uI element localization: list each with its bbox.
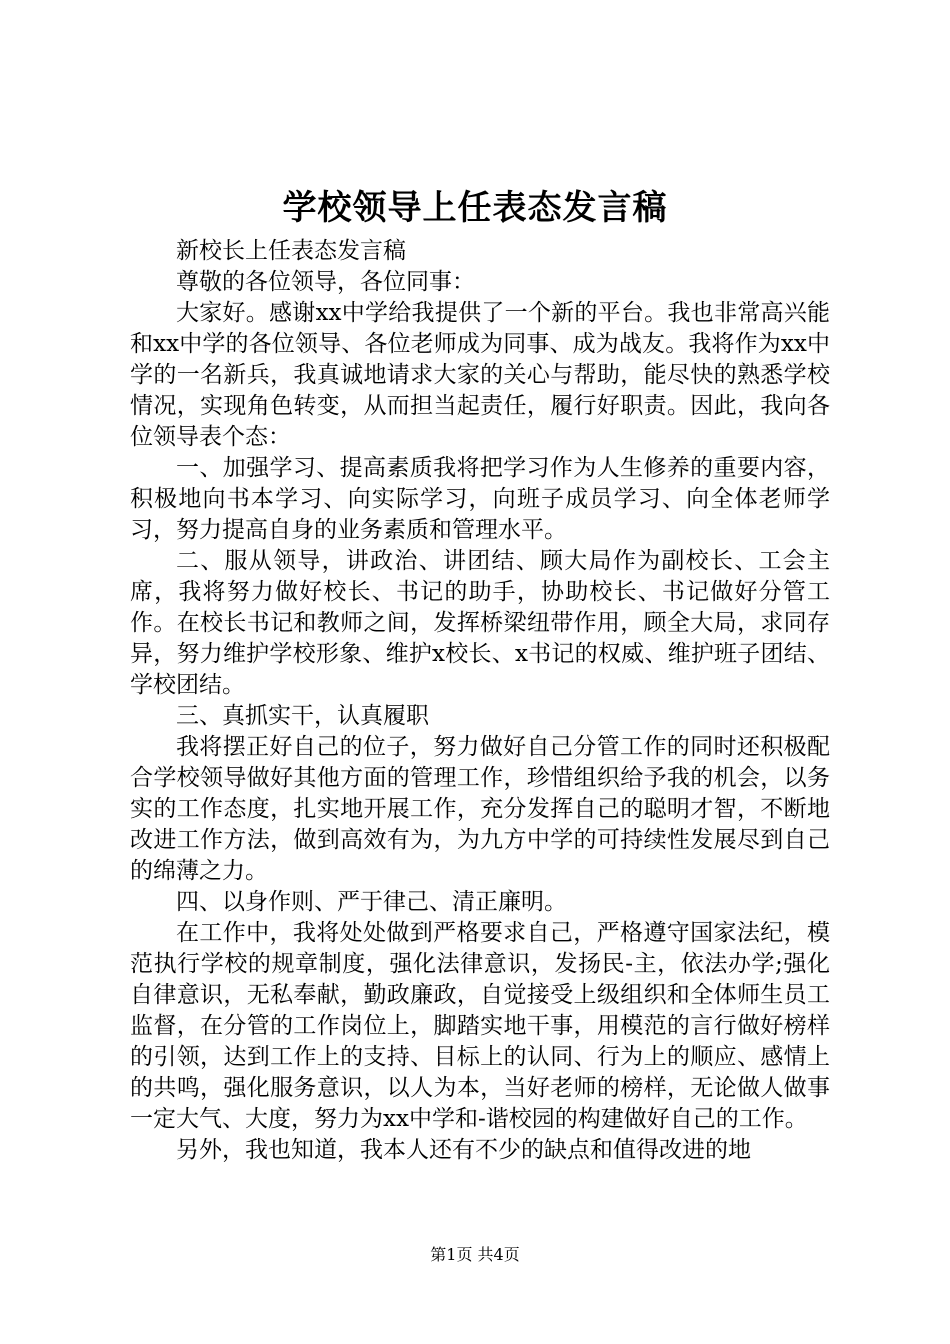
paragraph-closing: 另外，我也知道，我本人还有不少的缺点和值得改进的地 — [176, 1137, 751, 1163]
heading-point-four: 四、以身作则、严于律己、清正廉明。 — [176, 889, 567, 915]
document-body — [130, 236, 830, 1166]
paragraph-greeting: 大家好。感谢xx中学给我提供了一个新的平台。我也非常高兴能和xx中学的各位领导、各位老师成为同事、成为战友。我将作为xx中学的一名新兵，我真诚地请求大家的关心与帮助，能尽快的熟悉学校情况，实现角色转变，从而担当起责任，履行好职责。因此，我向各位领导表个态： — [130, 300, 830, 450]
paragraph-point-four: 在工作中，我将处处做到严格要求自己，严格遵守国家法纪，模范执行学校的规章制度，强化法律意识，发扬民-主，依法办学;强化自律意识，无私奉献，勤政廉政，自觉接受上级组织和全体师生员工监督，在分管的工作岗位上，脚踏实地干事，用模范的言行做好榜样的引领，达到工作上的支持、目标上的认同、行为上的顺应、感情上的共鸣，强化服务意识，以人为本，当好老师的榜样，无论做人做事一定大气、大度，努力为xx中学和-谐校园的构建做好自己的工作。 — [130, 920, 830, 1132]
paragraph-subtitle: 新校长上任表态发言稿 — [176, 238, 406, 264]
heading-point-three: 三、真抓实干，认真履职 — [176, 703, 429, 729]
document-title: 学校领导上任表态发言稿 — [282, 188, 668, 228]
page-footer: 第1页 共4页 — [430, 1245, 520, 1264]
paragraph-salutation: 尊敬的各位领导，各位同事： — [176, 269, 475, 295]
paragraph-point-three: 我将摆正好自己的位子，努力做好自己分管工作的同时还积极配合学校领导做好其他方面的管理工作，珍惜组织给予我的机会，以务实的工作态度，扎实地开展工作，充分发挥自己的聪明才智，不断地改进工作方法，做到高效有为，为九方中学的可持续性发展尽到自己的绵薄之力。 — [130, 734, 830, 884]
paragraph-point-one: 一、加强学习、提高素质我将把学习作为人生修养的重要内容，积极地向书本学习、向实际学习，向班子成员学习、向全体老师学习，努力提高自身的业务素质和管理水平。 — [130, 455, 830, 543]
paragraph-point-two: 二、服从领导，讲政治、讲团结、顾大局作为副校长、工会主席，我将努力做好校长、书记的助手，协助校长、书记做好分管工作。在校长书记和教师之间，发挥桥梁纽带作用，顾全大局，求同存异，努力维护学校形象、维护x校长、x书记的权威、维护班子团结、学校团结。 — [130, 548, 830, 698]
